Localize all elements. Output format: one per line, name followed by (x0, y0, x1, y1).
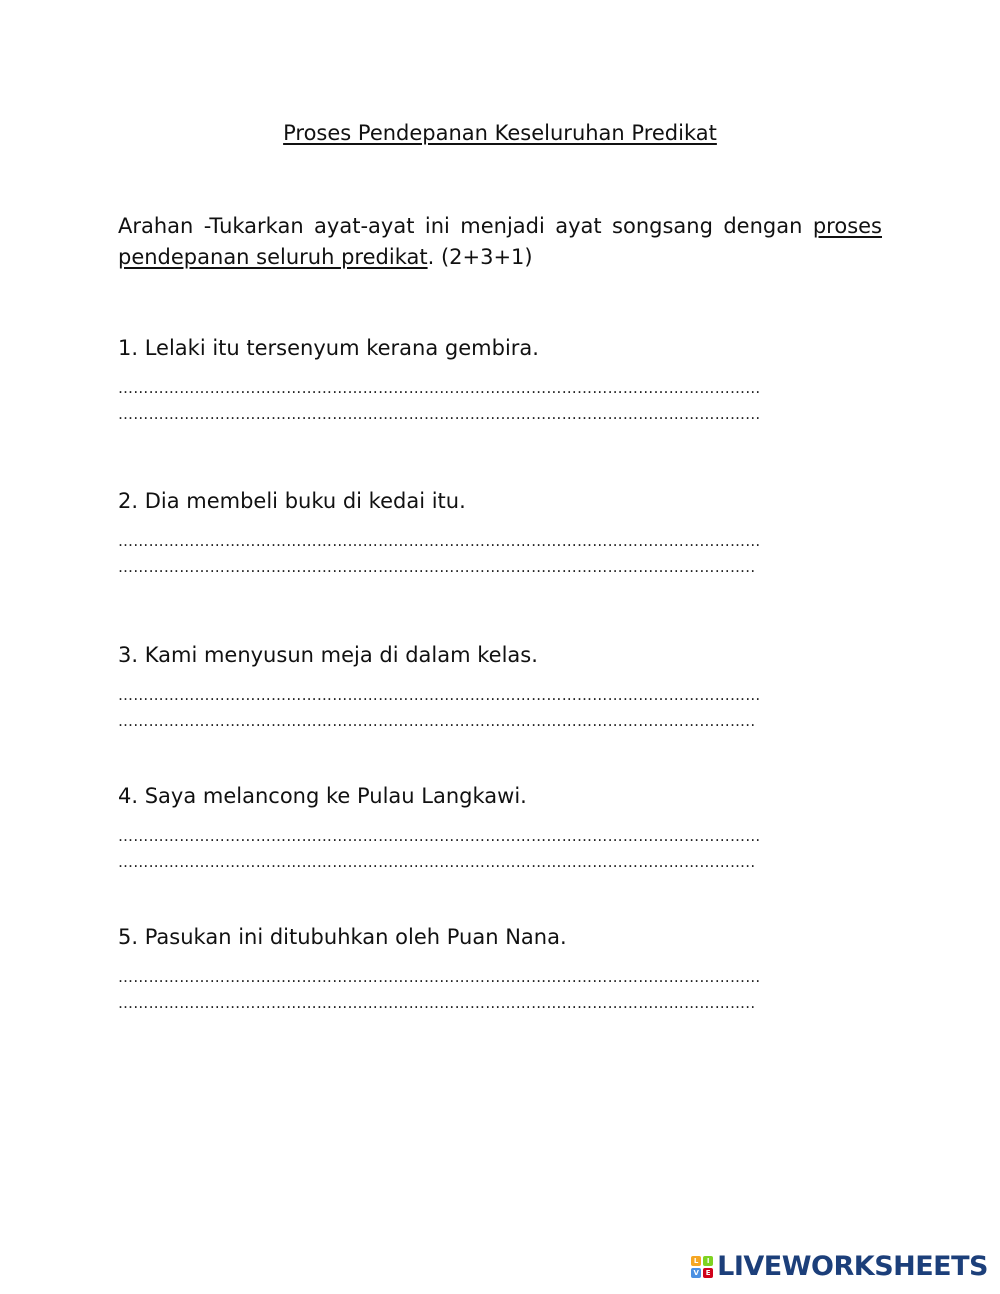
answer-line[interactable]: …………………………………………………………………………………………………………….. (118, 994, 756, 1012)
answer-line[interactable]: ……………………………………………………………………………………………………………… (118, 379, 761, 397)
question-text: 1. Lelaki itu tersenyum kerana gembira. (118, 336, 539, 360)
answer-area[interactable] (118, 375, 882, 427)
question-text: 5. Pasukan ini ditubuhkan oleh Puan Nana. (118, 925, 567, 949)
question-5 (118, 924, 882, 1016)
brand-name: LIVEWORKSHEETS (717, 1251, 988, 1282)
answer-line[interactable]: ……………………………………………………………………………………………………………... (118, 405, 761, 423)
question-text: 3. Kami menyusun meja di dalam kelas. (118, 643, 538, 667)
answer-area[interactable] (118, 528, 882, 580)
instruction-underlined: proses pendepanan seluruh predikat (118, 214, 882, 269)
answer-line[interactable]: …………………………………………………………………………………………………………….. (118, 558, 756, 576)
logo-tile-i: I (703, 1256, 713, 1266)
answer-area[interactable] (118, 823, 882, 875)
question-text: 2. Dia membeli buku di kedai itu. (118, 489, 466, 513)
liveworksheets-brand[interactable] (691, 1251, 988, 1282)
logo-tile-e: E (703, 1268, 713, 1278)
logo-tile-v: V (691, 1268, 701, 1278)
liveworksheets-logo-icon (691, 1256, 713, 1278)
instruction-suffix: . (2+3+1) (427, 245, 533, 269)
question-1 (118, 335, 882, 427)
instruction-text (118, 211, 882, 273)
answer-area[interactable] (118, 682, 882, 734)
answer-area[interactable] (118, 964, 882, 1016)
question-4 (118, 783, 882, 875)
answer-line[interactable]: …………………………………………………………………………………………………………….. (118, 712, 756, 730)
answer-line[interactable]: ……………………………………………………………………………………………………………… (118, 532, 761, 550)
answer-line[interactable]: ……………………………………………………………………………………………………………… (118, 827, 761, 845)
question-3 (118, 642, 882, 734)
worksheet-title: Proses Pendepanan Keseluruhan Predikat (283, 121, 717, 145)
answer-line[interactable]: ……………………………………………………………………………………………………………… (118, 686, 761, 704)
answer-line[interactable]: …………………………………………………………………………………………………………….. (118, 853, 756, 871)
question-2 (118, 488, 882, 580)
answer-line[interactable]: ……………………………………………………………………………………………………………… (118, 968, 761, 986)
question-text: 4. Saya melancong ke Pulau Langkawi. (118, 784, 527, 808)
instruction-prefix: Arahan -Tukarkan ayat-ayat ini menjadi ayat songsang dengan (118, 214, 813, 238)
logo-tile-l: L (691, 1256, 701, 1266)
